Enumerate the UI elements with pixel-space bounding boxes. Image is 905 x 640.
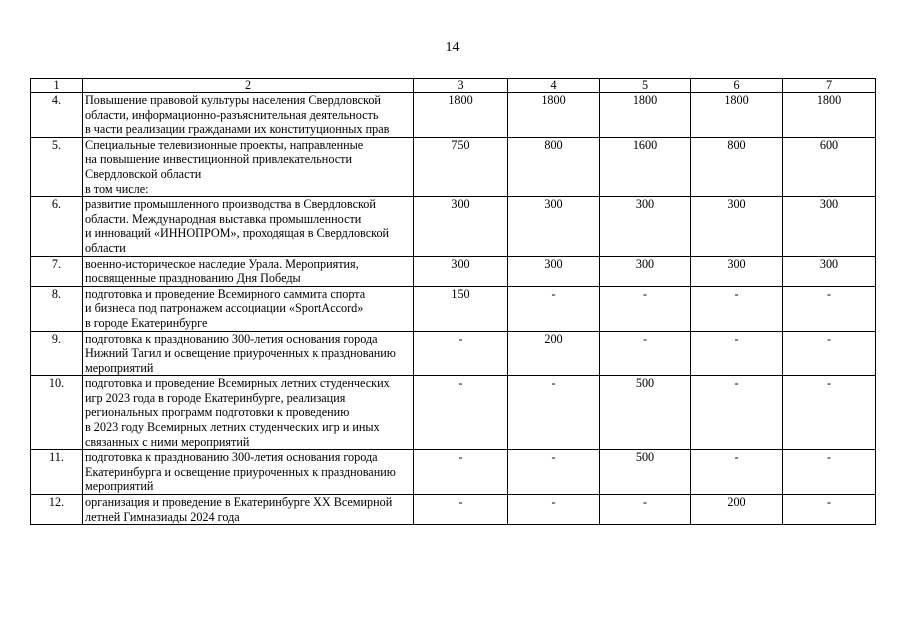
value-cell-col-5: -	[600, 495, 691, 525]
value-cell-col-3: 300	[414, 256, 508, 286]
value-cell-col-4: 1800	[508, 93, 600, 138]
description-line: подготовка и проведение Всемирного саммита спорта	[85, 286, 366, 301]
table-row	[31, 331, 876, 376]
value-cell-col-6: -	[691, 286, 783, 331]
row-description	[83, 137, 414, 196]
row-description	[83, 450, 414, 495]
value-cell-col-6: 800	[691, 137, 783, 196]
value-cell-col-5: 300	[600, 256, 691, 286]
description-line: подготовка к празднованию 300-летия основания города	[85, 450, 378, 465]
value-cell-col-5: 1600	[600, 137, 691, 196]
row-number: 5.	[31, 137, 83, 196]
row-number: 10.	[31, 376, 83, 450]
description-line: связанных с ними мероприятий	[85, 434, 250, 449]
value-cell-col-4: -	[508, 376, 600, 450]
description-line: мероприятий	[85, 479, 154, 494]
description-line: игр 2023 года в городе Екатеринбурге, реализация	[85, 390, 346, 405]
row-description	[83, 331, 414, 376]
description-line: военно-историческое наследие Урала. Мероприятия,	[85, 256, 359, 271]
description-line: Повышение правовой культуры населения Свердловской	[85, 93, 381, 107]
value-cell-col-6: -	[691, 376, 783, 450]
value-cell-col-4: 200	[508, 331, 600, 376]
table-row	[31, 495, 876, 525]
value-cell-col-6: 200	[691, 495, 783, 525]
value-cell-col-6: 300	[691, 197, 783, 256]
page-number: 14	[445, 40, 460, 55]
table-row	[31, 197, 876, 256]
table-row	[31, 137, 876, 196]
description-line: организация и проведение в Екатеринбурге XX Всемирной	[85, 495, 393, 510]
value-cell-col-3: 750	[414, 137, 508, 196]
description-line: в городе Екатеринбурге	[85, 315, 208, 330]
value-cell-col-3: 150	[414, 286, 508, 331]
description-line: области. Международная выставка промышленности	[85, 211, 362, 226]
description-line: в части реализации гражданами их конституционных прав	[85, 122, 390, 137]
value-cell-col-4: -	[508, 450, 600, 495]
row-number: 8.	[31, 286, 83, 331]
row-number: 4.	[31, 93, 83, 138]
value-cell-col-7: -	[783, 450, 876, 495]
value-cell-col-3: -	[414, 450, 508, 495]
table-header-row	[31, 79, 876, 93]
row-description	[83, 495, 414, 525]
value-cell-col-5: -	[600, 331, 691, 376]
header-cell-7: 7	[783, 79, 876, 93]
value-cell-col-4: 300	[508, 197, 600, 256]
header-cell-4: 4	[508, 79, 600, 93]
description-line: области, информационно-разъяснительная деятельность	[85, 107, 379, 122]
value-cell-col-7: -	[783, 286, 876, 331]
row-description	[83, 256, 414, 286]
value-cell-col-7: 1800	[783, 93, 876, 138]
row-number: 12.	[31, 495, 83, 525]
description-line: на повышение инвестиционной привлекательности	[85, 152, 352, 167]
program-table	[30, 78, 876, 525]
description-line: и бизнеса под патронажем ассоциации «SportAccord»	[85, 301, 364, 316]
description-line: в том числе:	[85, 181, 149, 196]
description-line: региональных программ подготовки к проведению	[85, 405, 350, 420]
table-row	[31, 93, 876, 138]
description-line: области	[85, 240, 126, 255]
row-number: 6.	[31, 197, 83, 256]
header-cell-3: 3	[414, 79, 508, 93]
description-line: Нижний Тагил и освещение приуроченных к празднованию	[85, 346, 396, 361]
table-row	[31, 286, 876, 331]
value-cell-col-7: 300	[783, 256, 876, 286]
value-cell-col-6: -	[691, 331, 783, 376]
row-number: 9.	[31, 331, 83, 376]
value-cell-col-3: 1800	[414, 93, 508, 138]
table-row	[31, 256, 876, 286]
value-cell-col-3: 300	[414, 197, 508, 256]
description-line: развитие промышленного производства в Свердловской	[85, 197, 376, 212]
value-cell-col-3: -	[414, 331, 508, 376]
header-cell-1: 1	[31, 79, 83, 93]
value-cell-col-3: -	[414, 376, 508, 450]
description-line: посвященные празднованию Дня Победы	[85, 271, 301, 286]
value-cell-col-7: -	[783, 331, 876, 376]
value-cell-col-7: -	[783, 495, 876, 525]
value-cell-col-7: 300	[783, 197, 876, 256]
header-cell-2: 2	[83, 79, 414, 93]
header-cell-6: 6	[691, 79, 783, 93]
value-cell-col-5: 1800	[600, 93, 691, 138]
value-cell-col-5: -	[600, 286, 691, 331]
value-cell-col-3: -	[414, 495, 508, 525]
description-line: Свердловской области	[85, 166, 202, 181]
row-description	[83, 197, 414, 256]
description-line: подготовка к празднованию 300-летия основания города	[85, 331, 378, 346]
row-number: 11.	[31, 450, 83, 495]
value-cell-col-6: 300	[691, 256, 783, 286]
row-description	[83, 286, 414, 331]
row-number: 7.	[31, 256, 83, 286]
table-row	[31, 450, 876, 495]
value-cell-col-4: -	[508, 286, 600, 331]
row-description	[83, 376, 414, 450]
value-cell-col-5: 500	[600, 376, 691, 450]
value-cell-col-4: 300	[508, 256, 600, 286]
value-cell-col-6: -	[691, 450, 783, 495]
description-line: подготовка и проведение Всемирных летних студенческих	[85, 376, 390, 391]
description-line: Специальные телевизионные проекты, направленные	[85, 137, 364, 152]
description-line: летней Гимназиады 2024 года	[85, 509, 240, 524]
value-cell-col-4: -	[508, 495, 600, 525]
description-line: Екатеринбурга и освещение приуроченных к празднованию	[85, 464, 396, 479]
description-line: и инноваций «ИННОПРОМ», проходящая в Свердловской	[85, 226, 390, 241]
value-cell-col-7: 600	[783, 137, 876, 196]
value-cell-col-6: 1800	[691, 93, 783, 138]
value-cell-col-4: 800	[508, 137, 600, 196]
table-row	[31, 376, 876, 450]
value-cell-col-5: 300	[600, 197, 691, 256]
value-cell-col-5: 500	[600, 450, 691, 495]
description-line: мероприятий	[85, 360, 154, 375]
row-description	[83, 93, 414, 138]
value-cell-col-7: -	[783, 376, 876, 450]
header-cell-5: 5	[600, 79, 691, 93]
description-line: в 2023 году Всемирных летних студенческих игр и иных	[85, 420, 380, 435]
